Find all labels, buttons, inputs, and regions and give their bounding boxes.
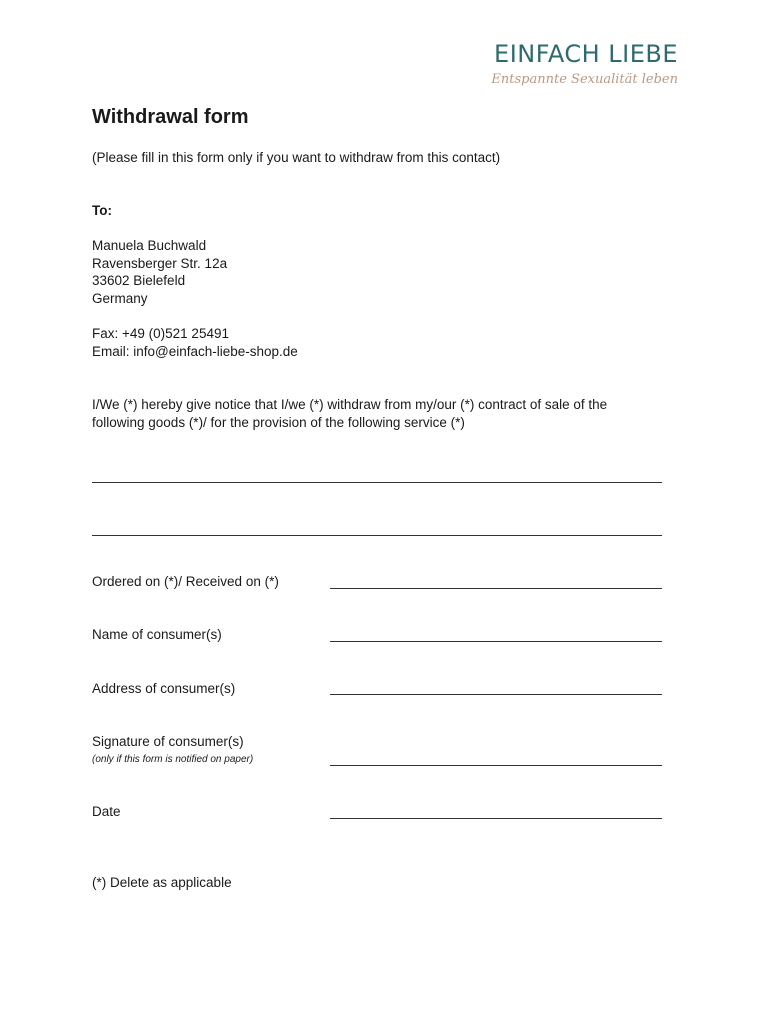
recipient-country: Germany [92, 291, 148, 306]
recipient-street: Ravensberger Str. 12a [92, 256, 228, 271]
signature-label: Signature of consumer(s) [92, 734, 244, 749]
recipient-city: 33602 Bielefeld [92, 273, 186, 288]
goods-line-1[interactable] [92, 482, 662, 483]
form-title: Withdrawal form [92, 106, 249, 128]
to-label: To: [92, 203, 112, 218]
recipient-fax: Fax: +49 (0)521 25491 [92, 326, 229, 341]
logo-tagline: Entspannte Sexualität leben [491, 72, 678, 87]
signature-line[interactable] [330, 765, 662, 766]
signature-note: (only if this form is notified on paper) [92, 754, 254, 765]
ordered-line[interactable] [330, 588, 662, 589]
date-line[interactable] [330, 818, 662, 819]
consumer-address-label: Address of consumer(s) [92, 681, 236, 696]
consumer-address-line[interactable] [330, 694, 662, 695]
goods-line-2[interactable] [92, 535, 662, 536]
recipient-name: Manuela Buchwald [92, 238, 207, 253]
brand-logo [491, 40, 678, 88]
ordered-label: Ordered on (*)/ Received on (*) [92, 574, 279, 589]
footnote: (*) Delete as applicable [92, 875, 232, 890]
recipient-email: Email: info@einfach-liebe-shop.de [92, 344, 298, 359]
consumer-name-line[interactable] [330, 641, 662, 642]
date-label: Date [92, 804, 121, 819]
logo-name: EINFACH LIEBE [494, 40, 678, 68]
form-subtitle: (Please fill in this form only if you want to withdraw from this contact) [92, 150, 501, 165]
consumer-name-label: Name of consumer(s) [92, 627, 222, 642]
withdrawal-notice: I/We (*) hereby give notice that I/we (*) withdraw from my/our (*) contract of sale of the following goods (*)/ for the provision of the following service (*) [92, 397, 608, 430]
